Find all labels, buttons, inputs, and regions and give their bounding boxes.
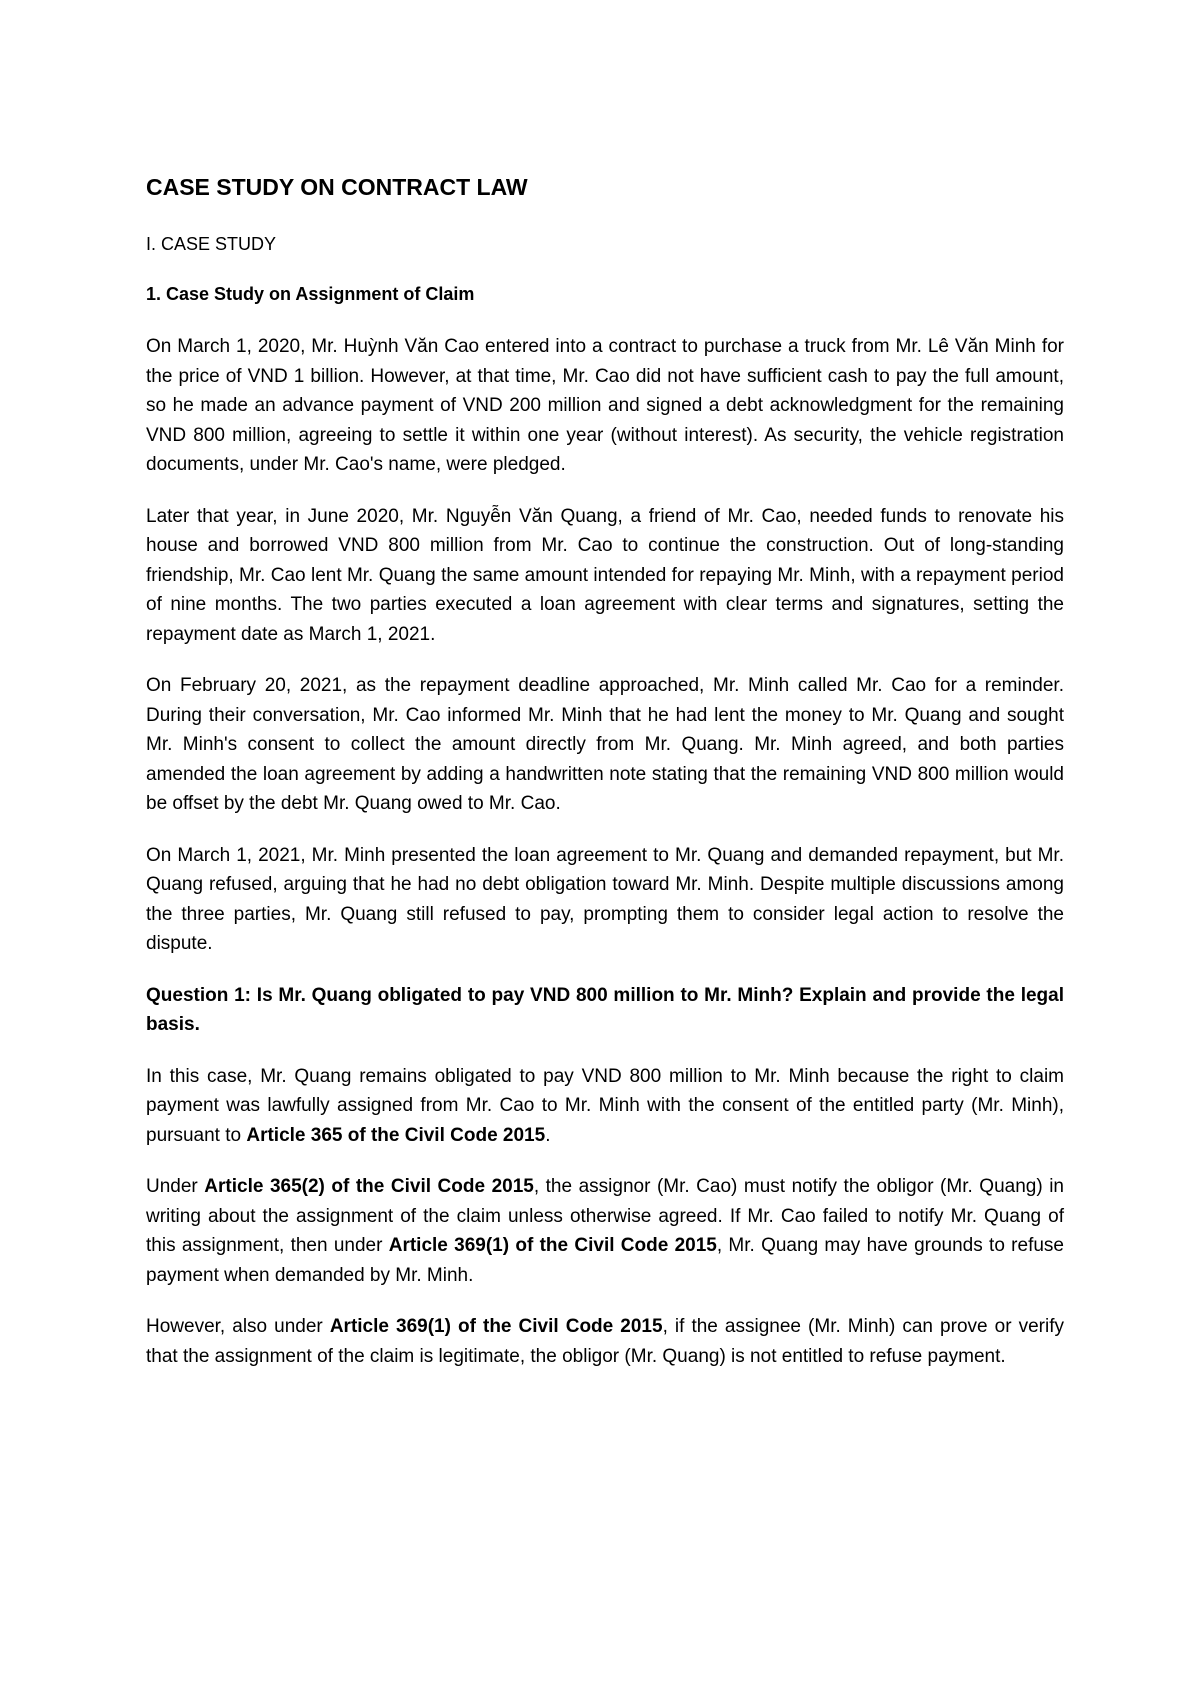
legal-reference: Article 369(1) of the Civil Code 2015 (329, 1316, 663, 1337)
subsection-heading: 1. Case Study on Assignment of Claim (146, 284, 475, 304)
case-paragraph-1: On March 1, 2020, Mr. Huỳnh Văn Cao entered into a contract to purchase a truck from Mr. Lê Văn Minh for the price of VND 1 billion. However, at that time, Mr. Cao did not have sufficient cash to pay the full amount, so he made an advance payment of VND 200 million and signed a debt acknowledgment for the remaining VND 800 million, agreeing to settle it within one year (without interest). As security, the vehicle registration documents, under Mr. Cao's name, were pledged. (146, 336, 1064, 475)
answer-text: Under (146, 1176, 205, 1197)
answer-text: , Mr. Quang may have grounds to refuse payment when demanded by Mr. Minh. (146, 1235, 1064, 1286)
answer-text: , if the assignee (Mr. Minh) can prove or verify that the assignment of the claim is legitimate, the obligor (Mr. Quang) is not entitled to refuse payment. (146, 1316, 1064, 1367)
legal-reference: Article 365(2) of the Civil Code 2015 (204, 1176, 534, 1197)
document-title: CASE STUDY ON CONTRACT LAW (146, 174, 528, 200)
answer-paragraph-2 (146, 1172, 1064, 1290)
case-paragraph-4: On March 1, 2021, Mr. Minh presented the loan agreement to Mr. Quang and demanded repayment, but Mr. Quang refused, arguing that he had no debt obligation toward Mr. Minh. Despite multiple discussions among the three parties, Mr. Quang still refused to pay, prompting them to consider legal action to resolve the dispute. (146, 844, 1064, 954)
answer-text: However, also under (146, 1316, 330, 1337)
answer-text: In this case, Mr. Quang remains obligated to pay VND 800 million to Mr. Minh because the right to claim payment was lawfully assigned from Mr. Cao to Mr. Minh with the consent of the entitled party (Mr. Minh), pursuant to (146, 1065, 1064, 1146)
legal-reference: Article 369(1) of the Civil Code 2015 (388, 1235, 717, 1256)
answer-text: . (545, 1124, 551, 1146)
case-paragraph-3: On February 20, 2021, as the repayment deadline approached, Mr. Minh called Mr. Cao for a reminder. During their conversation, Mr. Cao informed Mr. Minh that he had lent the money to Mr. Quang and sought Mr. Minh's consent to collect the amount directly from Mr. Quang. Mr. Minh agreed, and both parties amended the loan agreement by adding a handwritten note stating that the remaining VND 800 million would be offset by the debt Mr. Quang owed to Mr. Cao. (146, 675, 1064, 814)
answer-paragraph-1 (146, 1062, 1064, 1151)
question-1: Question 1: Is Mr. Quang obligated to pay VND 800 million to Mr. Minh? Explain and provide the legal basis. (146, 984, 1064, 1035)
case-paragraph-2: Later that year, in June 2020, Mr. Nguyễn Văn Quang, a friend of Mr. Cao, needed funds to renovate his house and borrowed VND 800 million from Mr. Cao to continue the construction. Out of long-standing friendship, Mr. Cao lent Mr. Quang the same amount intended for repaying Mr. Minh, with a repayment period of nine months. The two parties executed a loan agreement with clear terms and signatures, setting the repayment date as March 1, 2021. (146, 505, 1064, 645)
section-heading: I. CASE STUDY (146, 234, 277, 254)
legal-reference: Article 365 of the Civil Code 2015 (246, 1124, 546, 1146)
answer-paragraph-3 (146, 1312, 1064, 1371)
answer-text: , the assignor (Mr. Cao) must notify the obligor (Mr. Quang) in writing about the assignment of the claim unless otherwise agreed. If Mr. Cao failed to notify Mr. Quang of this assignment, then under (146, 1176, 1064, 1256)
document-page (146, 172, 1064, 1393)
